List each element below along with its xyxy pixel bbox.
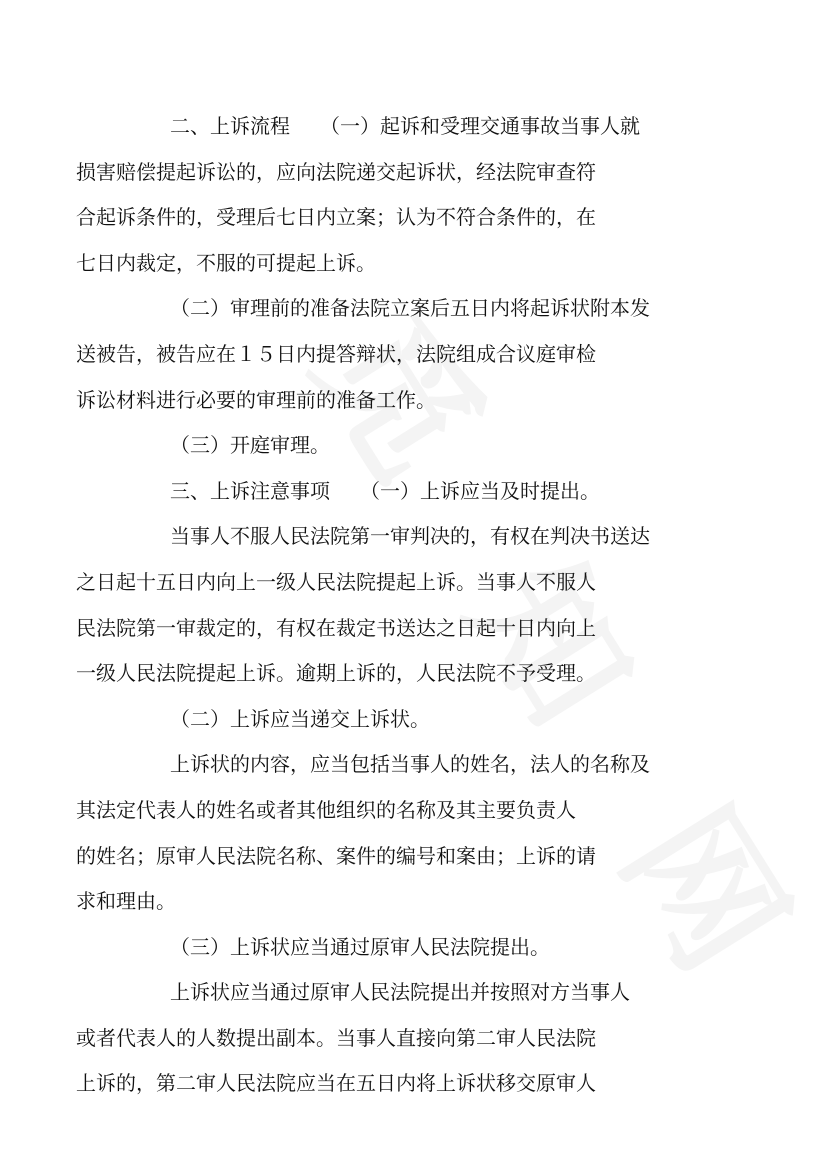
text-line: 一级人民法院提起上诉。逾期上诉的，人民法院不予受理。	[76, 661, 596, 686]
text-line: 损害赔偿提起诉讼的，应向法院递交起诉状，经法院审查符	[76, 159, 596, 184]
text-line: 上诉状的内容，应当包括当事人的姓名，法人的名称及	[170, 752, 650, 777]
text-line: 上诉的，第二审人民法院应当在五日内将上诉状移交原审人	[76, 1071, 596, 1096]
text-line: （二）上诉应当递交上诉状。	[170, 706, 430, 731]
text-line: 求和理由。	[76, 889, 176, 914]
text-line: 二、上诉流程 （一）起诉和受理交通事故当事人就	[170, 114, 640, 138]
text-line: 的姓名；原审人民法院名称、案件的编号和案由；上诉的请	[76, 843, 596, 868]
text-line: 合起诉条件的，受理后七日内立案；认为不符合条件的，在	[76, 205, 596, 230]
text-line: 七日内裁定，不服的可提起上诉。	[76, 250, 376, 275]
text-line: 送被告，被告应在１５日内提答辩状，法院组成合议庭审检	[76, 341, 596, 366]
text-line: （三）开庭审理。	[170, 433, 330, 458]
text-line: 其法定代表人的姓名或者其他组织的名称及其主要负责人	[76, 797, 576, 822]
text-line: 上诉状应当通过原审人民法院提出并按照对方当事人	[170, 980, 630, 1005]
text-line: （二）审理前的准备法院立案后五日内将起诉状附本发	[170, 296, 650, 321]
text-line: 当事人不服人民法院第一审判决的，有权在判决书送达	[170, 524, 650, 549]
document-body	[76, 104, 726, 1107]
text-line: 诉讼材料进行必要的审理前的准备工作。	[76, 387, 436, 412]
text-line: 民法院第一审裁定的，有权在裁定书送达之日起十日内向上	[76, 615, 596, 640]
text-line: 之日起十五日内向上一级人民法院提起上诉。当事人不服人	[76, 569, 596, 594]
text-line: 三、上诉注意事项 （一）上诉应当及时提出。	[170, 478, 600, 503]
text-line: （三）上诉状应当通过原审人民法院提出。	[170, 934, 550, 959]
text-line: 或者代表人的人数提出副本。当事人直接向第二审人民法院	[76, 1025, 596, 1050]
